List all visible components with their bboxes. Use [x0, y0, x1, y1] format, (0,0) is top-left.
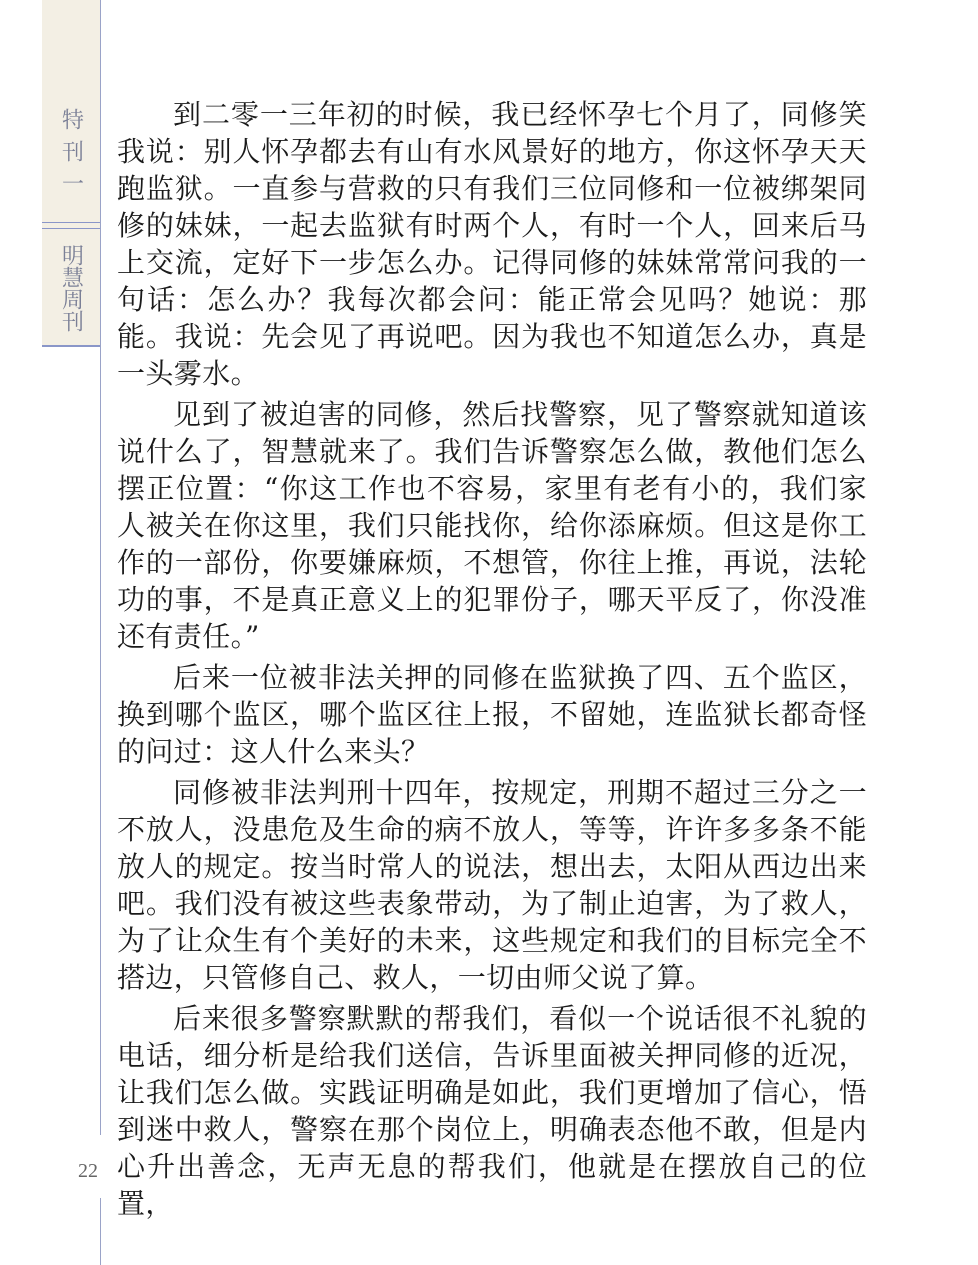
paragraph: 后来很多警察默默的帮我们，看似一个说话很不礼貌的电话，细分析是给我们送信，告诉里面被关押同修的近况，让我们怎么做。实践证明确是如此，我们更增加了信心，悟到迷中救人，警察在那个岗位上，明确表态他不敢，但是内心升出善念，无声无息的帮我们，他就是在摆放自己的位置，	[117, 1002, 867, 1220]
article-body	[117, 96, 867, 1222]
publication-label: 明慧周刊	[58, 244, 84, 332]
margin-rule-middle	[100, 345, 101, 1135]
tab-divider	[42, 228, 100, 229]
paragraph: 同修被非法判刑十四年，按规定，刑期不超过三分之一不放人，没患危及生命的病不放人，等等，许许多多条不能放人的规定。按当时常人的说法，想出去，太阳从西边出来吧。我们没有被这些表象带动，为了制止迫害，为了救人，为了让众生有个美好的未来，这些规定和我们的目标完全不搭边，只管修自己、救人，一切由师父说了算。	[117, 776, 867, 994]
margin-rule-bottom	[100, 1198, 101, 1265]
section-tab	[42, 0, 100, 347]
section-label: 特刊一	[58, 108, 84, 204]
paragraph: 后来一位被非法关押的同修在监狱换了四、五个监区，换到哪个监区，哪个监区往上报，不留她，连监狱长都奇怪的问过：这人什么来头？	[117, 661, 867, 768]
paragraph: 到二零一三年初的时候，我已经怀孕七个月了，同修笑我说：别人怀孕都去有山有水风景好的地方，你这怀孕天天跑监狱。一直参与营救的只有我们三位同修和一位被绑架同修的妹妹，一起去监狱有时两个人，有时一个人，回来后马上交流，定好下一步怎么办。记得同修的妹妹常常问我的一句话：怎么办？我每次都会问：能正常会见吗？她说：那能。我说：先会见了再说吧。因为我也不知道怎么办，真是一头雾水。	[117, 98, 867, 390]
margin-rule-top	[100, 0, 101, 345]
paragraph: 见到了被迫害的同修，然后找警察，见了警察就知道该说什么了，智慧就来了。我们告诉警察怎么做，教他们怎么摆正位置：“你这工作也不容易，家里有老有小的，我们家人被关在你这里，我们只能找你，给你添麻烦。但这是你工作的一部份，你要嫌麻烦，不想管，你往上推，再说，法轮功的事，不是真正意义上的犯罪份子，哪天平反了，你没准还有责任。”	[117, 398, 867, 653]
page-number: 22	[78, 1160, 98, 1182]
